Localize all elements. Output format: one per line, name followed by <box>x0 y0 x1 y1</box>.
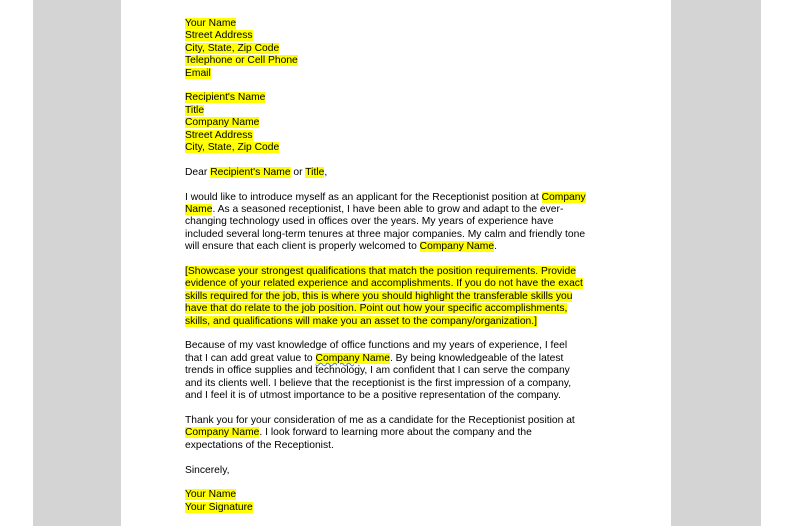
signature-block <box>185 489 610 514</box>
recipient-title: Title <box>185 104 205 116</box>
para2-line: skills, and qualifications will make you an asset to the company/organization.] <box>185 315 537 327</box>
closing-text: Sincerely, <box>185 464 230 476</box>
para3-line: Because of my vast knowledge of office functions and my years of experience, I feel <box>185 340 568 352</box>
recipient-street: Street Address <box>185 129 253 141</box>
sender-phone: Telephone or Cell Phone <box>185 55 298 67</box>
paragraph-thanks <box>185 415 610 452</box>
paragraph-value <box>185 340 610 402</box>
para2-line: have that do relate to the job position. Point out how your specific accomplishments, <box>185 303 568 315</box>
salutation-prefix: Dear <box>185 166 211 178</box>
para1-company-cont: Name <box>185 204 213 216</box>
para2-line: [Showcase your strongest qualifications that match the position requirements. Provide <box>185 266 576 278</box>
salutation-suffix: , <box>324 166 328 178</box>
closing-name: Your Name <box>185 489 237 501</box>
closing <box>185 465 610 477</box>
para1-company: Company <box>541 191 586 203</box>
para2-line: evidence of your related experience and accomplishments. If you do not have the exact <box>185 278 583 290</box>
para2-line: skills required for the job, this is where you should highlight the transferable skills you <box>185 290 573 302</box>
closing-signature: Your Signature <box>185 501 253 513</box>
para1-text: I would like to introduce myself as an applicant for the Receptionist position at <box>185 191 542 203</box>
recipient-company: Company Name <box>185 117 260 129</box>
letter-body[interactable] <box>185 18 610 514</box>
sender-email: Email <box>185 67 211 79</box>
para1-company: Company Name <box>419 241 495 253</box>
salutation <box>185 167 610 179</box>
para3-company-spellcheck: Company <box>315 352 360 364</box>
para4-company: Company Name <box>185 427 260 439</box>
salutation-name: Recipient's Name <box>210 166 291 178</box>
para3-text: that I can add great value to <box>185 352 316 364</box>
paragraph-intro <box>185 192 610 254</box>
sender-name: Your Name <box>185 18 237 29</box>
sender-address <box>185 18 610 80</box>
para3-line: trends in office supplies and technology, I am confident that I can serve the company <box>185 365 570 377</box>
para1-text: . <box>494 241 497 253</box>
recipient-address <box>185 92 610 154</box>
paragraph-qualifications <box>185 266 610 328</box>
salutation-or: or <box>290 166 306 178</box>
para4-line: expectations of the Receptionist. <box>185 439 334 451</box>
para1-text: . As a seasoned receptionist, I have been able to grow and adapt to the ever- <box>212 204 564 216</box>
para3-line: and I feel it is of utmost importance to be a positive representation of the company. <box>185 390 561 402</box>
para4-line: Thank you for your consideration of me as a candidate for the Receptionist position at <box>185 414 575 426</box>
para1-line: changing technology used in offices over the years. My years of experience have <box>185 216 554 228</box>
recipient-name: Recipient's Name <box>185 92 266 104</box>
para1-line: included several long-term tenures at three major companies. My calm and friendly tone <box>185 228 586 240</box>
salutation-title: Title <box>305 166 325 178</box>
para4-text: . I look forward to learning more about the company and the <box>259 427 532 439</box>
sender-street: Street Address <box>185 30 253 42</box>
para3-text: . By being knowledgeable of the latest <box>389 352 564 364</box>
para1-text: will ensure that each client is properly welcomed to <box>185 241 420 253</box>
recipient-city: City, State, Zip Code <box>185 142 280 154</box>
para3-company-name: Name <box>362 352 390 364</box>
para3-line: and its clients well. I believe that the receptionist is the first impression of a company, <box>185 377 572 389</box>
sender-city: City, State, Zip Code <box>185 42 280 54</box>
